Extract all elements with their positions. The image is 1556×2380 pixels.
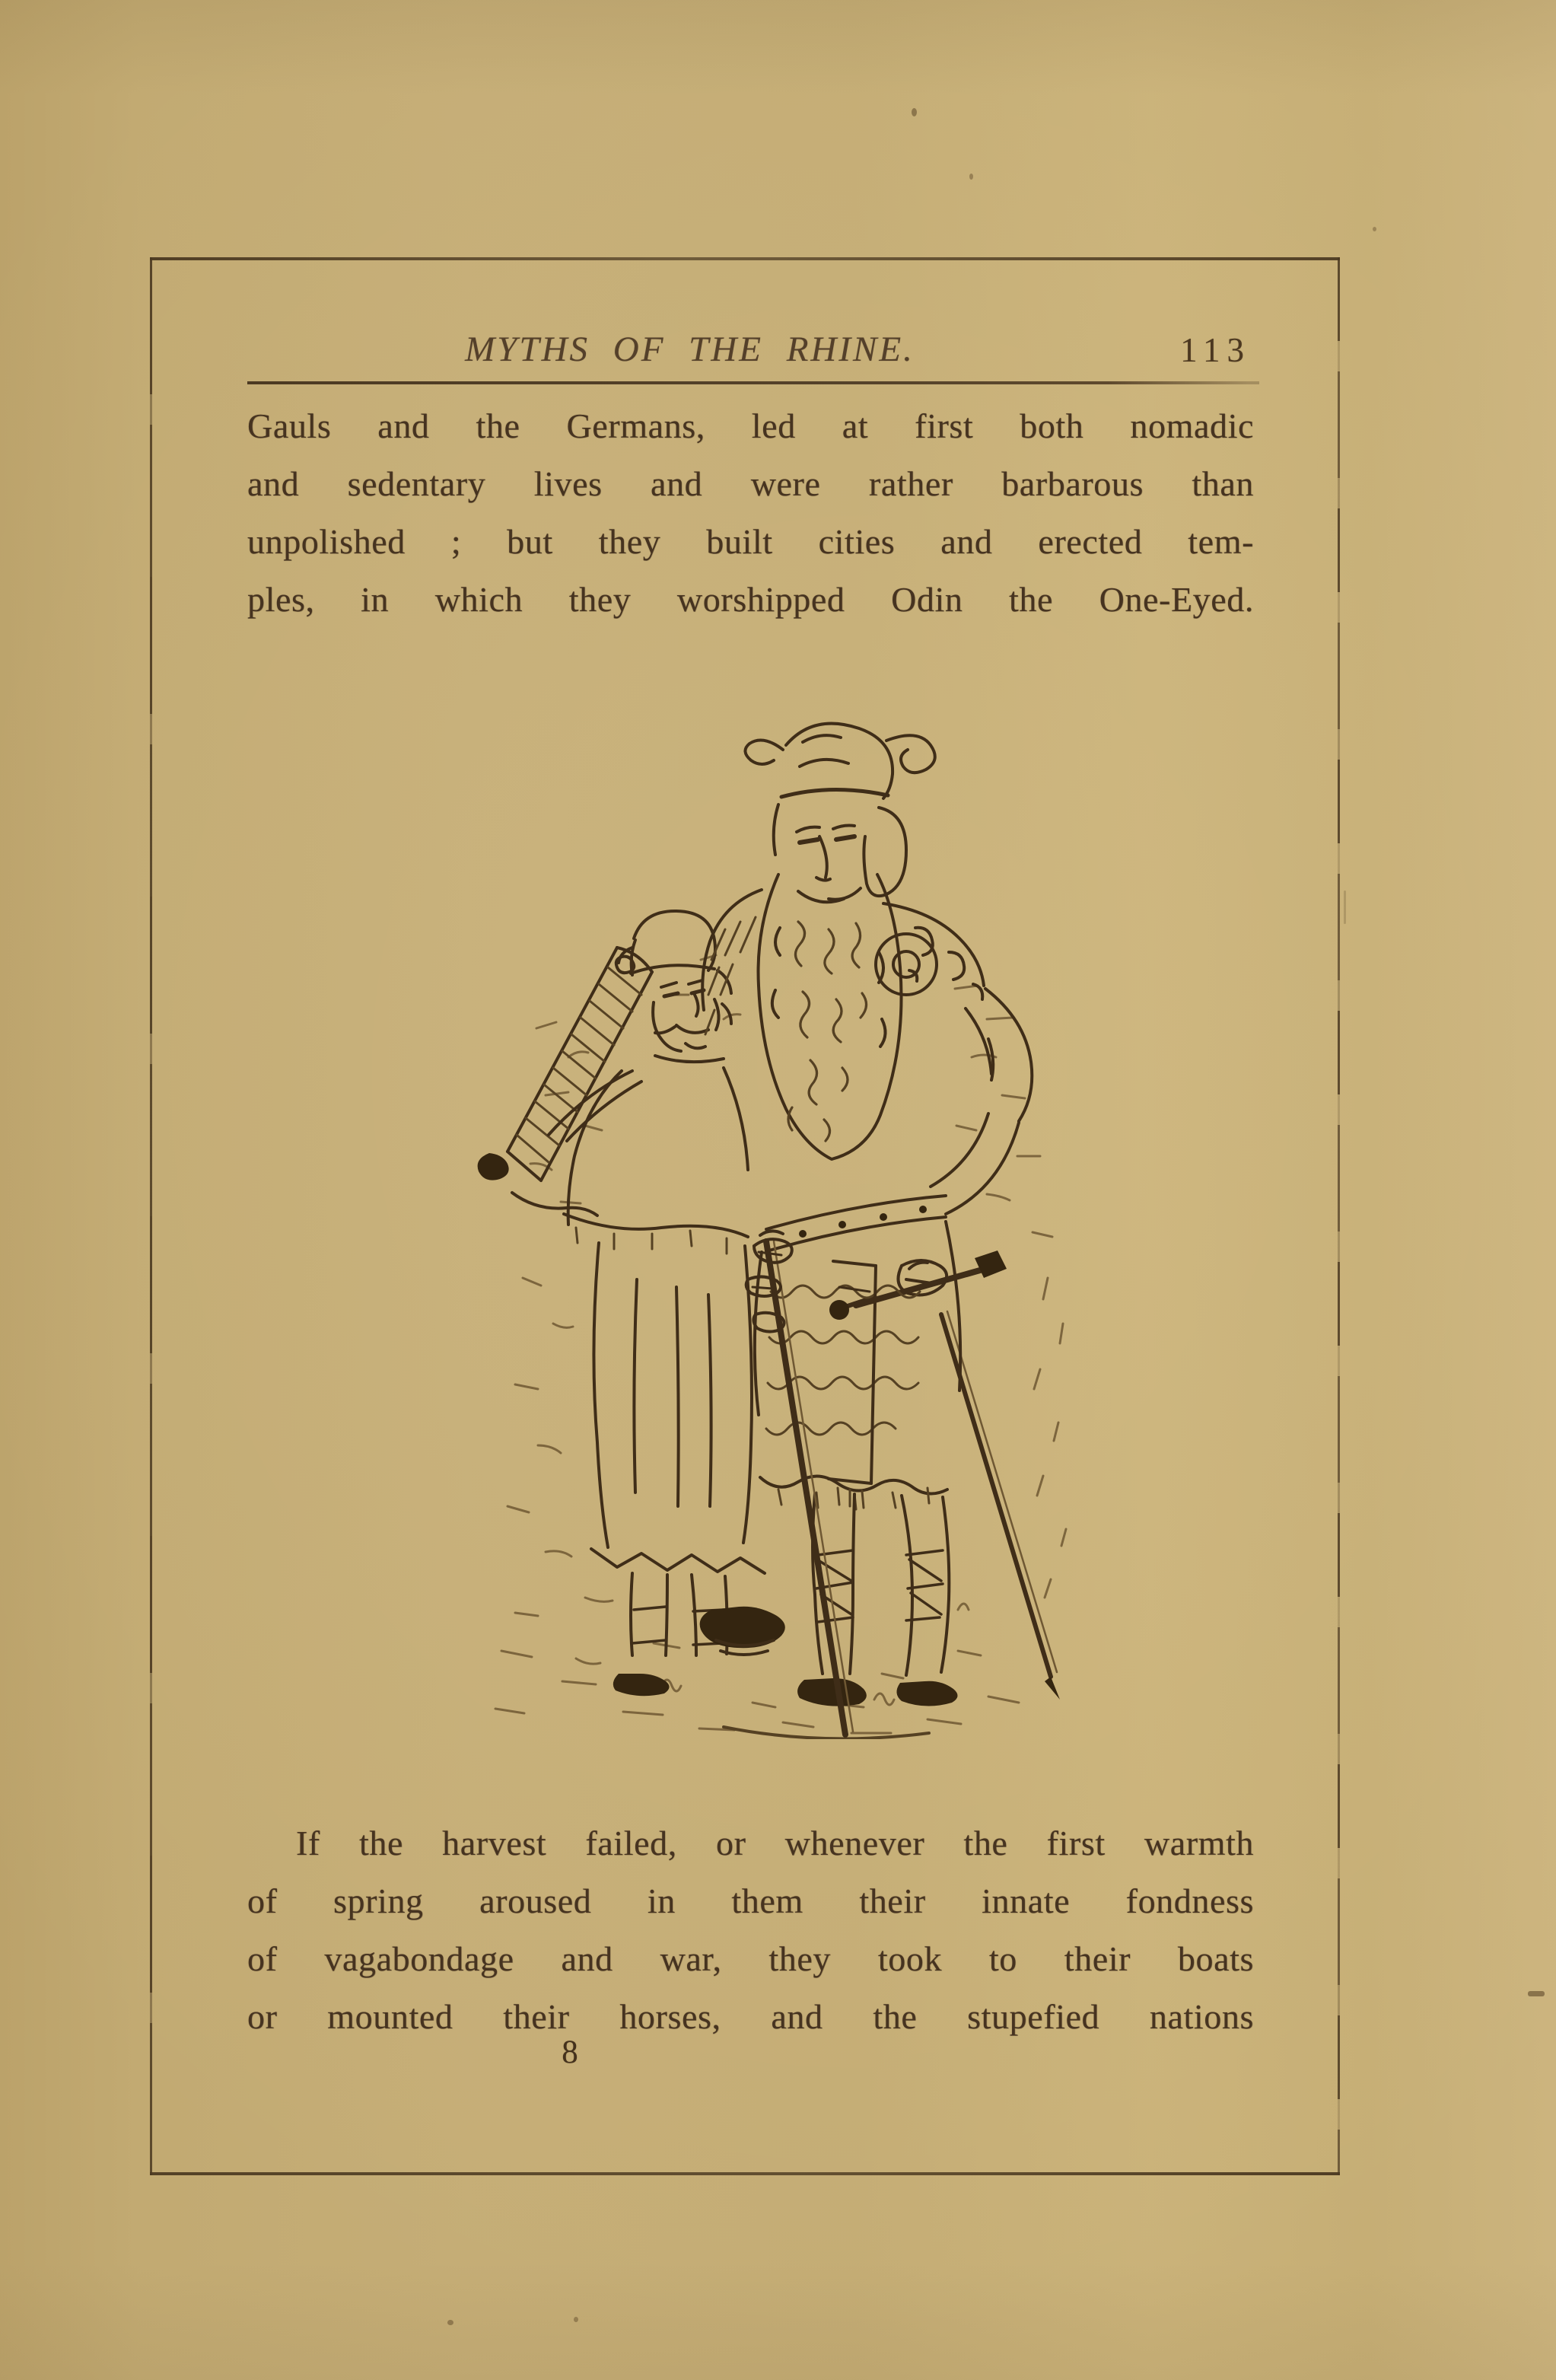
short-warrior-figure xyxy=(478,911,785,1696)
scan-speck xyxy=(1344,891,1346,924)
scan-speck xyxy=(574,2317,578,2322)
text-line: unpolished ; but they built cities and erected tem- xyxy=(247,522,1254,561)
text-line: of spring aroused in them their innate fondness xyxy=(247,1881,1254,1920)
signature-mark: 8 xyxy=(562,2034,578,2070)
page-frame-border-bottom xyxy=(150,2172,1340,2175)
text-line: and sedentary lives and were rather barbarous than xyxy=(247,464,1254,503)
text-line: Gauls and the Germans, led at first both nomadic xyxy=(247,406,1254,445)
page-frame-border-left xyxy=(150,257,152,2175)
scan-speck xyxy=(969,174,973,180)
page-frame-border-right xyxy=(1338,257,1340,2175)
page-number: 113 xyxy=(1180,331,1251,369)
paragraph-1 xyxy=(247,397,1254,629)
text-line: If the harvest failed, or whenever the first warmth xyxy=(296,1824,1254,1862)
text-line: ples, in which they worshipped Odin the One-Eyed. xyxy=(247,580,1254,619)
warriors-engraving-illustration xyxy=(422,696,1092,1739)
paragraph-2 xyxy=(247,1814,1254,2046)
scan-speck xyxy=(447,2320,453,2325)
page-frame-border-top xyxy=(150,257,1340,260)
scan-speck xyxy=(1528,1991,1545,1996)
scan-speck xyxy=(1373,227,1376,231)
running-head xyxy=(247,327,1254,371)
text-line: or mounted their horses, and the stupefied nations xyxy=(247,1997,1254,2036)
header-rule xyxy=(247,381,1259,384)
text-line: of vagabondage and war, they took to their boats xyxy=(247,1939,1254,1978)
running-title: MYTHS OF THE RHINE. xyxy=(465,330,915,369)
tall-warrior-figure xyxy=(702,724,1060,1739)
scan-speck xyxy=(912,108,917,116)
